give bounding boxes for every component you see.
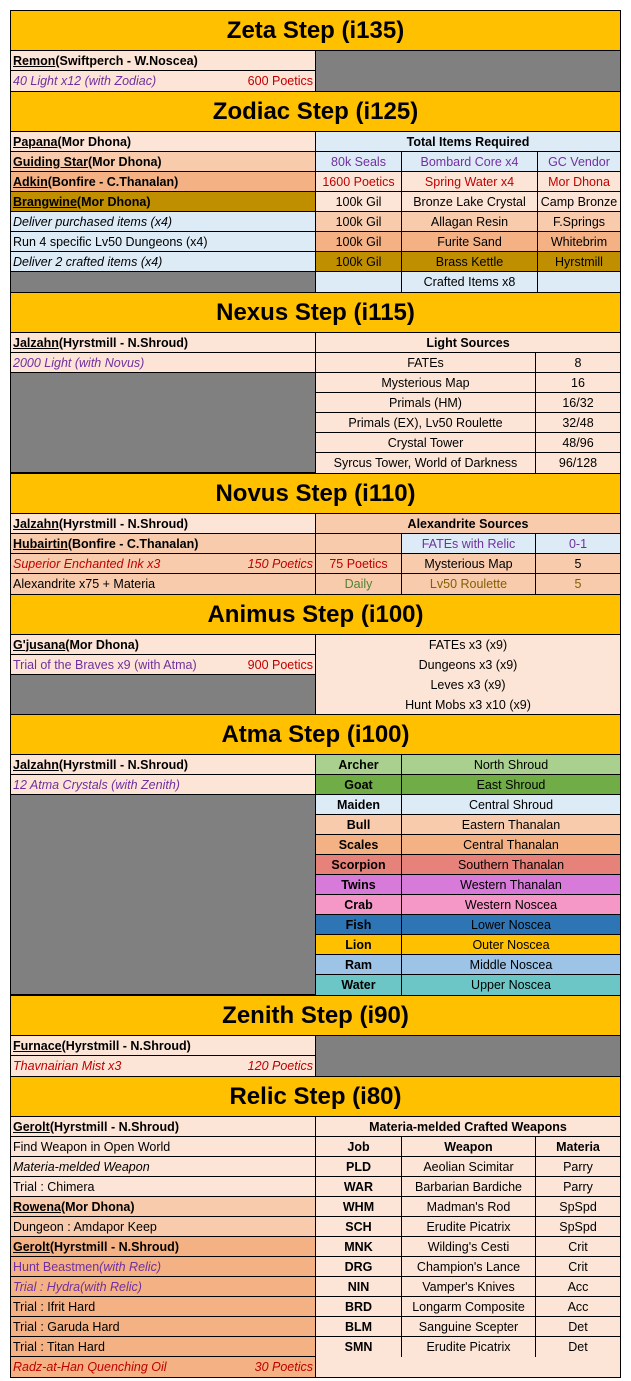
novus-step-block bbox=[11, 514, 620, 595]
atma-row bbox=[316, 975, 620, 995]
relic-weapon-materia: Parry bbox=[536, 1157, 620, 1177]
zodiac-source-4: F.Springs bbox=[538, 212, 620, 232]
zodiac-crafted-items: Crafted Items x8 bbox=[402, 272, 538, 292]
atma-zone: Western Thanalan bbox=[402, 875, 620, 895]
animus-task-2: Dungeons x3 (x9) bbox=[316, 655, 620, 675]
relic-weapon-job: SMN bbox=[316, 1337, 402, 1357]
relic-npc-3-name: Gerolt bbox=[13, 1239, 50, 1254]
atma-filler bbox=[11, 795, 316, 994]
zeta-step-block bbox=[11, 51, 620, 92]
relic-step-header: Relic Step (i80) bbox=[11, 1077, 620, 1117]
animus-npc-location: (Mor Dhona) bbox=[65, 637, 139, 652]
atma-zone: Eastern Thanalan bbox=[402, 815, 620, 835]
relic-final-cost: 30 Poetics bbox=[254, 1360, 313, 1374]
atma-row bbox=[316, 775, 620, 795]
atma-zone: Middle Noscea bbox=[402, 955, 620, 975]
atma-sign: Archer bbox=[316, 755, 402, 775]
atma-sign: Maiden bbox=[316, 795, 402, 815]
relic-weapon-materia: Acc bbox=[536, 1277, 620, 1297]
atma-zone: Central Shroud bbox=[402, 795, 620, 815]
relic-step-2: Materia-melded Weapon bbox=[11, 1157, 316, 1177]
relic-weapon-row bbox=[316, 1277, 620, 1297]
relic-weapon-job: SCH bbox=[316, 1217, 402, 1237]
zodiac-item-1: Bombard Core x4 bbox=[402, 152, 538, 172]
zenith-requirement: Thavnairian Mist x3 bbox=[13, 1059, 122, 1073]
nexus-source-6-value: 96/128 bbox=[536, 453, 620, 473]
atma-step-block bbox=[11, 755, 620, 996]
zodiac-cost-5: 100k Gil bbox=[316, 232, 402, 252]
relic-npc-name: Gerolt bbox=[13, 1119, 50, 1134]
novus-daily: Daily bbox=[316, 574, 402, 594]
zodiac-npc-1-name: Papana bbox=[13, 134, 58, 149]
relic-guide-sheet bbox=[10, 10, 621, 1378]
zenith-step-header: Zenith Step (i90) bbox=[11, 996, 620, 1036]
relic-weapon-materia: Parry bbox=[536, 1177, 620, 1197]
zenith-step-block bbox=[11, 1036, 620, 1077]
zenith-filler bbox=[316, 1036, 620, 1076]
relic-weapon-name: Erudite Picatrix bbox=[402, 1217, 536, 1237]
zodiac-npc-2-location: (Mor Dhona) bbox=[88, 154, 162, 169]
atma-sign: Fish bbox=[316, 915, 402, 935]
relic-weapon-materia: SpSpd bbox=[536, 1197, 620, 1217]
zeta-cost: 600 Poetics bbox=[247, 74, 313, 88]
zodiac-blank bbox=[316, 272, 402, 292]
nexus-step-block bbox=[11, 333, 620, 474]
relic-weapon-name: Erudite Picatrix bbox=[402, 1337, 536, 1357]
atma-row bbox=[316, 915, 620, 935]
zodiac-cost-6: 100k Gil bbox=[316, 252, 402, 272]
relic-step-5: Hunt Beastmen bbox=[13, 1259, 100, 1274]
atma-sign: Water bbox=[316, 975, 402, 995]
relic-step-4: Dungeon : Amdapor Keep bbox=[11, 1217, 316, 1237]
relic-weapon-job: WHM bbox=[316, 1197, 402, 1217]
zodiac-cost-2: 1600 Poetics bbox=[316, 172, 402, 192]
zeta-requirement: 40 Light x12 (with Zodiac) bbox=[13, 74, 157, 88]
relic-weapon-job: DRG bbox=[316, 1257, 402, 1277]
animus-task-4: Hunt Mobs x3 x10 (x9) bbox=[316, 695, 620, 714]
relic-npc-location: (Hyrstmill - N.Shroud) bbox=[49, 1119, 179, 1134]
relic-weapon-name: Wilding's Cesti bbox=[402, 1237, 536, 1257]
nexus-source-4: Primals (EX), Lv50 Roulette bbox=[316, 413, 536, 433]
animus-step-block bbox=[11, 635, 620, 715]
atma-zone: Outer Noscea bbox=[402, 935, 620, 955]
zodiac-npc-4-name: Brangwine bbox=[13, 194, 77, 209]
relic-weapon-row bbox=[316, 1177, 620, 1197]
zodiac-item-3: Bronze Lake Crystal bbox=[402, 192, 538, 212]
atma-sign: Bull bbox=[316, 815, 402, 835]
atma-row bbox=[316, 875, 620, 895]
zodiac-filler bbox=[11, 272, 316, 292]
zodiac-item-2: Spring Water x4 bbox=[402, 172, 538, 192]
zodiac-step-header: Zodiac Step (i125) bbox=[11, 92, 620, 132]
animus-task-1: FATEs x3 (x9) bbox=[316, 635, 620, 655]
novus-blank bbox=[316, 534, 402, 554]
atma-sign: Goat bbox=[316, 775, 402, 795]
atma-zone: Central Thanalan bbox=[402, 835, 620, 855]
zodiac-blank-2 bbox=[538, 272, 620, 292]
atma-sign: Ram bbox=[316, 955, 402, 975]
novus-npc-name: Jalzahn bbox=[13, 516, 59, 531]
zodiac-npc-4-location: (Mor Dhona) bbox=[76, 194, 151, 209]
relic-col-weapon: Weapon bbox=[402, 1137, 536, 1157]
zodiac-source-1: GC Vendor bbox=[538, 152, 620, 172]
atma-sign: Crab bbox=[316, 895, 402, 915]
nexus-filler bbox=[11, 373, 316, 472]
relic-weapon-row bbox=[316, 1297, 620, 1317]
atma-sign: Scorpion bbox=[316, 855, 402, 875]
novus-step-header: Novus Step (i110) bbox=[11, 474, 620, 514]
relic-step-3: Trial : Chimera bbox=[11, 1177, 316, 1197]
nexus-npc-name: Jalzahn bbox=[13, 335, 59, 350]
relic-weapon-row bbox=[316, 1197, 620, 1217]
relic-weapon-name: Longarm Composite bbox=[402, 1297, 536, 1317]
relic-weapon-row bbox=[316, 1237, 620, 1257]
relic-weapon-materia: Det bbox=[536, 1337, 620, 1357]
relic-step-5-note: (with Relic) bbox=[99, 1259, 161, 1274]
relic-weapon-name: Aeolian Scimitar bbox=[402, 1157, 536, 1177]
novus-poetics: 75 Poetics bbox=[316, 554, 402, 574]
nexus-npc-location: (Hyrstmill - N.Shroud) bbox=[58, 335, 189, 350]
zodiac-task-3: Deliver 2 crafted items (x4) bbox=[11, 252, 316, 272]
relic-step-7: Trial : Ifrit Hard bbox=[11, 1297, 316, 1317]
relic-npc-3-location: (Hyrstmill - N.Shroud) bbox=[49, 1239, 179, 1254]
nexus-source-6: Syrcus Tower, World of Darkness bbox=[316, 453, 536, 473]
atma-sign: Lion bbox=[316, 935, 402, 955]
animus-npc-name: G'jusana bbox=[13, 637, 66, 652]
atma-row bbox=[316, 755, 620, 775]
relic-weapon-materia: Det bbox=[536, 1317, 620, 1337]
relic-weapon-job: MNK bbox=[316, 1237, 402, 1257]
zodiac-source-2: Mor Dhona bbox=[538, 172, 620, 192]
novus-source-2-value: 5 bbox=[536, 554, 620, 574]
relic-weapon-job: WAR bbox=[316, 1177, 402, 1197]
relic-weapon-row bbox=[316, 1317, 620, 1337]
novus-requirement-2: Alexandrite x75 + Materia bbox=[11, 574, 316, 594]
relic-weapon-materia: Crit bbox=[536, 1237, 620, 1257]
atma-zone: Western Noscea bbox=[402, 895, 620, 915]
relic-weapon-name: Madman's Rod bbox=[402, 1197, 536, 1217]
nexus-sources-header: Light Sources bbox=[316, 333, 620, 353]
relic-weapon-row bbox=[316, 1257, 620, 1277]
relic-step-6-note: (with Relic) bbox=[80, 1279, 142, 1294]
relic-weapon-name: Champion's Lance bbox=[402, 1257, 536, 1277]
nexus-source-4-value: 32/48 bbox=[536, 413, 620, 433]
animus-requirement: Trial of the Braves x9 (with Atma) bbox=[13, 657, 197, 672]
nexus-source-5-value: 48/96 bbox=[536, 433, 620, 453]
relic-weapon-materia: SpSpd bbox=[536, 1217, 620, 1237]
novus-source-1: FATEs with Relic bbox=[402, 534, 536, 554]
zodiac-cost-3: 100k Gil bbox=[316, 192, 402, 212]
zodiac-npc-3-location: (Bonfire - C.Thanalan) bbox=[47, 174, 179, 189]
animus-cost: 900 Poetics bbox=[247, 657, 313, 672]
zodiac-cost-4: 100k Gil bbox=[316, 212, 402, 232]
atma-sign: Twins bbox=[316, 875, 402, 895]
zodiac-item-6: Brass Kettle bbox=[402, 252, 538, 272]
atma-zone: North Shroud bbox=[402, 755, 620, 775]
atma-row bbox=[316, 955, 620, 975]
zodiac-source-6: Hyrstmill bbox=[538, 252, 620, 272]
relic-step-1: Find Weapon in Open World bbox=[11, 1137, 316, 1157]
zeta-step-header: Zeta Step (i135) bbox=[11, 11, 620, 51]
zenith-npc-location: (Hyrstmill - N.Shroud) bbox=[61, 1038, 191, 1053]
novus-cost: 150 Poetics bbox=[247, 556, 313, 571]
zeta-npc-location: (Swiftperch - W.Noscea) bbox=[55, 53, 198, 68]
atma-requirement: 12 Atma Crystals (with Zenith) bbox=[11, 775, 316, 795]
zodiac-npc-1-location: (Mor Dhona) bbox=[57, 134, 132, 149]
atma-row bbox=[316, 835, 620, 855]
atma-row bbox=[316, 895, 620, 915]
relic-npc-2-location: (Mor Dhona) bbox=[60, 1199, 135, 1214]
animus-filler bbox=[11, 675, 316, 714]
zodiac-source-3: Camp Bronze bbox=[538, 192, 620, 212]
novus-requirement: Superior Enchanted Ink x3 bbox=[13, 556, 161, 571]
novus-sources-header: Alexandrite Sources bbox=[316, 514, 620, 534]
novus-npc-2-name: Hubairtin bbox=[13, 536, 68, 551]
zodiac-step-block bbox=[11, 132, 620, 293]
nexus-requirement: 2000 Light (with Novus) bbox=[11, 353, 316, 373]
relic-weapon-materia: Acc bbox=[536, 1297, 620, 1317]
zeta-filler bbox=[316, 51, 620, 91]
relic-weapon-name: Vamper's Knives bbox=[402, 1277, 536, 1297]
nexus-step-header: Nexus Step (i115) bbox=[11, 293, 620, 333]
atma-zone: Southern Thanalan bbox=[402, 855, 620, 875]
relic-weapon-list bbox=[316, 1157, 620, 1357]
zenith-npc-name: Furnace bbox=[13, 1038, 62, 1053]
zodiac-item-5: Furite Sand bbox=[402, 232, 538, 252]
nexus-source-1-value: 8 bbox=[536, 353, 620, 373]
zodiac-npc-3-name: Adkin bbox=[13, 174, 48, 189]
zodiac-cost-1: 80k Seals bbox=[316, 152, 402, 172]
novus-source-1-value: 0-1 bbox=[536, 534, 620, 554]
relic-step-6: Trial : Hydra bbox=[13, 1279, 81, 1294]
relic-weapon-job: BRD bbox=[316, 1297, 402, 1317]
zodiac-task-1: Deliver purchased items (x4) bbox=[11, 212, 316, 232]
atma-row bbox=[316, 855, 620, 875]
zodiac-npc-2-name: Guiding Star bbox=[13, 154, 88, 169]
atma-sign: Scales bbox=[316, 835, 402, 855]
atma-npc-location: (Hyrstmill - N.Shroud) bbox=[58, 757, 189, 772]
atma-npc-name: Jalzahn bbox=[13, 757, 59, 772]
atma-list bbox=[316, 755, 620, 995]
relic-weapons-header: Materia-melded Crafted Weapons bbox=[316, 1117, 620, 1137]
novus-source-3-value: 5 bbox=[536, 574, 620, 594]
zodiac-item-4: Allagan Resin bbox=[402, 212, 538, 232]
zeta-npc-name: Remon bbox=[13, 53, 56, 68]
nexus-source-5: Crystal Tower bbox=[316, 433, 536, 453]
relic-weapon-row bbox=[316, 1217, 620, 1237]
atma-step-header: Atma Step (i100) bbox=[11, 715, 620, 755]
nexus-source-2: Mysterious Map bbox=[316, 373, 536, 393]
nexus-source-1: FATEs bbox=[316, 353, 536, 373]
relic-col-materia: Materia bbox=[536, 1137, 620, 1157]
nexus-source-3: Primals (HM) bbox=[316, 393, 536, 413]
zodiac-source-5: Whitebrim bbox=[538, 232, 620, 252]
relic-weapon-materia: Crit bbox=[536, 1257, 620, 1277]
relic-weapon-name: Sanguine Scepter bbox=[402, 1317, 536, 1337]
relic-col-job: Job bbox=[316, 1137, 402, 1157]
relic-final-item: Radz-at-Han Quenching Oil bbox=[13, 1360, 167, 1374]
novus-source-2: Mysterious Map bbox=[402, 554, 536, 574]
relic-weapon-job: BLM bbox=[316, 1317, 402, 1337]
relic-weapon-job: PLD bbox=[316, 1157, 402, 1177]
nexus-source-3-value: 16/32 bbox=[536, 393, 620, 413]
zodiac-total-header: Total Items Required bbox=[316, 132, 620, 152]
atma-zone: Upper Noscea bbox=[402, 975, 620, 995]
novus-npc-location: (Hyrstmill - N.Shroud) bbox=[58, 516, 189, 531]
relic-weapon-row bbox=[316, 1157, 620, 1177]
relic-npc-2-name: Rowena bbox=[13, 1199, 61, 1214]
novus-source-3: Lv50 Roulette bbox=[402, 574, 536, 594]
atma-zone: East Shroud bbox=[402, 775, 620, 795]
relic-weapon-job: NIN bbox=[316, 1277, 402, 1297]
novus-npc-2-location: (Bonfire - C.Thanalan) bbox=[67, 536, 199, 551]
atma-row bbox=[316, 935, 620, 955]
relic-weapon-row bbox=[316, 1337, 620, 1357]
nexus-source-2-value: 16 bbox=[536, 373, 620, 393]
zodiac-task-2: Run 4 specific Lv50 Dungeons (x4) bbox=[11, 232, 316, 252]
relic-step-block bbox=[11, 1117, 620, 1377]
animus-task-3: Leves x3 (x9) bbox=[316, 675, 620, 695]
animus-step-header: Animus Step (i100) bbox=[11, 595, 620, 635]
zenith-cost: 120 Poetics bbox=[247, 1059, 313, 1073]
atma-zone: Lower Noscea bbox=[402, 915, 620, 935]
relic-weapon-name: Barbarian Bardiche bbox=[402, 1177, 536, 1197]
relic-step-8: Trial : Garuda Hard bbox=[11, 1317, 316, 1337]
relic-step-9: Trial : Titan Hard bbox=[11, 1337, 316, 1357]
atma-row bbox=[316, 795, 620, 815]
atma-row bbox=[316, 815, 620, 835]
